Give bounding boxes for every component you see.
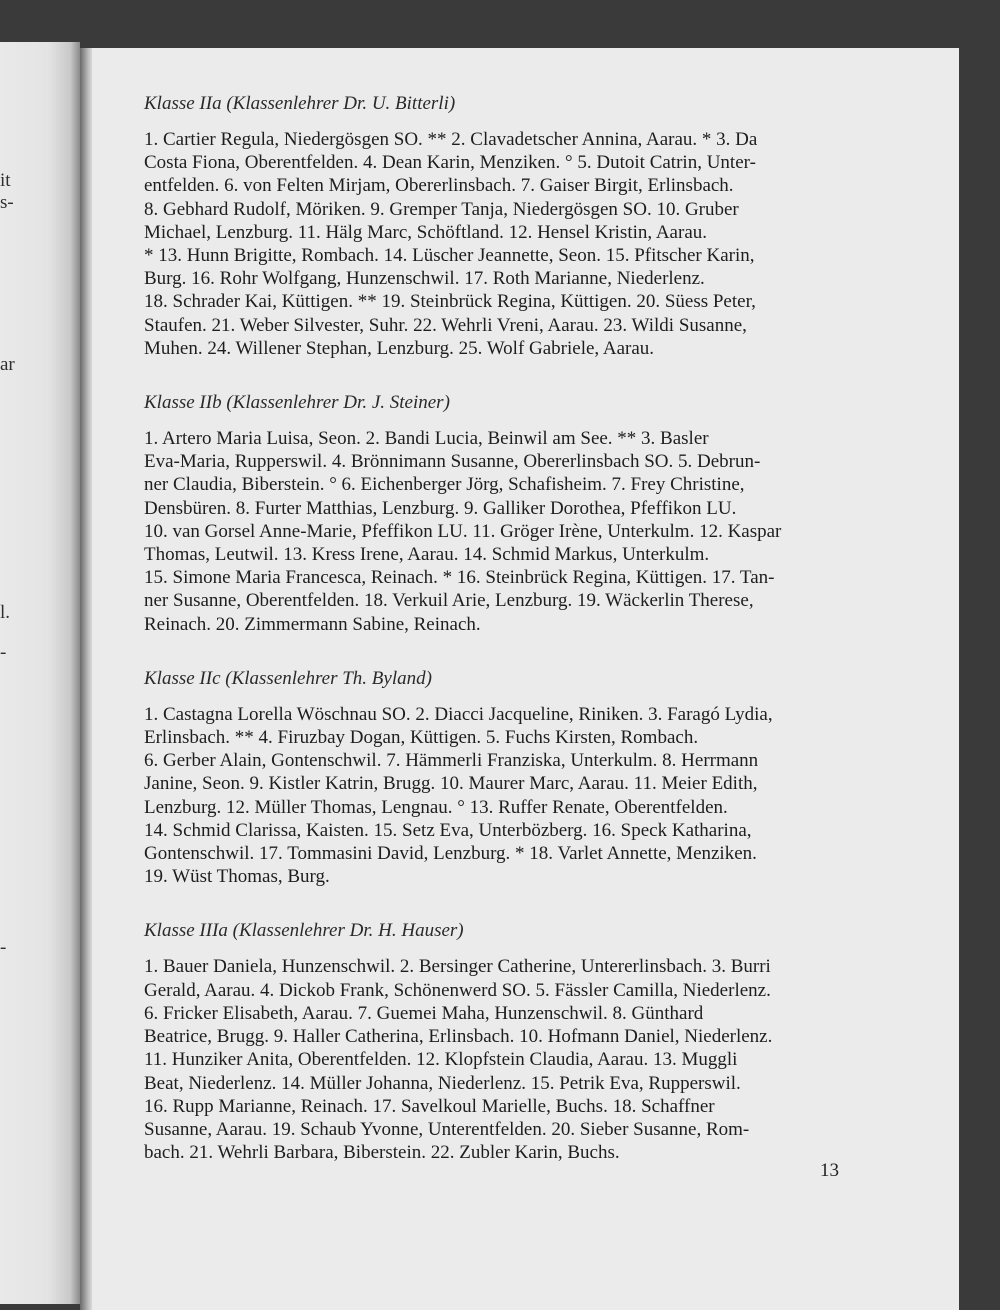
text-line: * 13. Hunn Brigitte, Rombach. 14. Lüscher Jeannette, Seon. 15. Pfitscher Karin,	[144, 245, 755, 267]
page-content	[144, 92, 844, 1195]
text-line: Densbüren. 8. Furter Matthias, Lenzburg. 9. Galliker Dorothea, Pfeffikon LU.	[144, 497, 737, 519]
page-number: 13	[820, 1160, 839, 1181]
text-line: Gontenschwil. 17. Tommasini David, Lenzburg. * 18. Varlet Annette, Menziken.	[144, 843, 757, 865]
class-section-iib	[144, 391, 844, 636]
text-line: Burg. 16. Rohr Wolfgang, Hunzenschwil. 17. Roth Marianne, Niederlenz.	[144, 268, 705, 290]
text-line: 15. Simone Maria Francesca, Reinach. * 16. Steinbrück Regina, Küttigen. 17. Tan-	[144, 567, 775, 589]
text-line: Janine, Seon. 9. Kistler Katrin, Brugg. 10. Maurer Marc, Aarau. 11. Meier Edith,	[144, 773, 758, 795]
text-line: 18. Schrader Kai, Küttigen. ** 19. Steinbrück Regina, Küttigen. 20. Süess Peter,	[144, 291, 756, 313]
student-list	[144, 128, 844, 360]
section-heading: Klasse IIb (Klassenlehrer Dr. J. Steiner)	[144, 392, 450, 414]
section-heading: Klasse IIIa (Klassenlehrer Dr. H. Hauser)	[144, 920, 464, 942]
text-line: 14. Schmid Clarissa, Kaisten. 15. Setz Eva, Unterbözberg. 16. Speck Katharina,	[144, 819, 752, 841]
left-page-fragment: l.	[0, 602, 11, 623]
left-page-fragment: -	[0, 937, 7, 958]
text-line: 1. Castagna Lorella Wöschnau SO. 2. Diacci Jacqueline, Riniken. 3. Faragó Lydia,	[144, 703, 773, 725]
left-page-edge	[0, 42, 80, 1304]
document-page	[92, 48, 959, 1310]
class-section-iia	[144, 92, 844, 360]
text-line: Michael, Lenzburg. 11. Hälg Marc, Schöftland. 12. Hensel Kristin, Aarau.	[144, 221, 707, 243]
text-line: ner Susanne, Oberentfelden. 18. Verkuil Arie, Lenzburg. 19. Wäckerlin Therese,	[144, 590, 754, 612]
text-line: Beat, Niederlenz. 14. Müller Johanna, Niederlenz. 15. Petrik Eva, Rupperswil.	[144, 1072, 741, 1094]
text-line: Erlinsbach. ** 4. Firuzbay Dogan, Küttigen. 5. Fuchs Kirsten, Rombach.	[144, 727, 699, 749]
text-line: 19. Wüst Thomas, Burg.	[144, 866, 330, 888]
text-line: 6. Gerber Alain, Gontenschwil. 7. Hämmerli Franziska, Unterkulm. 8. Herrmann	[144, 750, 759, 772]
left-page-fragment: it	[0, 170, 11, 191]
text-line: Lenzburg. 12. Müller Thomas, Lengnau. ° 13. Ruffer Renate, Oberentfelden.	[144, 796, 728, 818]
section-heading: Klasse IIa (Klassenlehrer Dr. U. Bitterli)	[144, 93, 456, 114]
text-line: Muhen. 24. Willener Stephan, Lenzburg. 25. Wolf Gabriele, Aarau.	[144, 337, 655, 359]
text-line: entfelden. 6. von Felten Mirjam, Obererlinsbach. 7. Gaiser Birgit, Erlinsbach.	[144, 175, 734, 197]
text-line: 6. Fricker Elisabeth, Aarau. 7. Guemei Maha, Hunzenschwil. 8. Günthard	[144, 1002, 704, 1024]
text-line: Reinach. 20. Zimmermann Sabine, Reinach.	[144, 613, 481, 635]
section-heading: Klasse IIc (Klassenlehrer Th. Byland)	[144, 667, 432, 689]
left-page-fragment: ar	[0, 354, 15, 375]
text-line: Beatrice, Brugg. 9. Haller Catherina, Erlinsbach. 10. Hofmann Daniel, Niederlenz.	[144, 1026, 773, 1048]
student-list	[144, 703, 844, 889]
text-line: Gerald, Aarau. 4. Dickob Frank, Schönenwerd SO. 5. Fässler Camilla, Niederlenz.	[144, 979, 771, 1001]
text-line: 11. Hunziker Anita, Oberentfelden. 12. Klopfstein Claudia, Aarau. 13. Muggli	[144, 1049, 738, 1071]
class-section-iiia	[144, 919, 844, 1164]
class-section-iic	[144, 667, 844, 889]
text-line: 8. Gebhard Rudolf, Möriken. 9. Gremper Tanja, Niedergösgen SO. 10. Gruber	[144, 198, 739, 220]
text-line: 1. Cartier Regula, Niedergösgen SO. ** 2. Clavadetscher Annina, Aarau. * 3. Da	[144, 129, 758, 150]
student-list	[144, 955, 844, 1164]
text-line: Thomas, Leutwil. 13. Kress Irene, Aarau. 14. Schmid Markus, Unterkulm.	[144, 544, 710, 566]
text-line: ner Claudia, Biberstein. ° 6. Eichenberger Jörg, Schafisheim. 7. Frey Christine,	[144, 474, 745, 496]
text-line: bach. 21. Wehrli Barbara, Biberstein. 22. Zubler Karin, Buchs.	[144, 1142, 620, 1164]
student-list	[144, 427, 844, 636]
text-line: Eva-Maria, Rupperswil. 4. Brönnimann Susanne, Obererlinsbach SO. 5. Debrun-	[144, 451, 761, 473]
text-line: 1. Bauer Daniela, Hunzenschwil. 2. Bersinger Catherine, Untererlinsbach. 3. Burri	[144, 956, 771, 978]
left-page-fragment: s-	[0, 192, 14, 213]
text-line: 16. Rupp Marianne, Reinach. 17. Savelkoul Marielle, Buchs. 18. Schaffner	[144, 1095, 715, 1117]
left-page-fragment: -	[0, 642, 7, 663]
text-line: 10. van Gorsel Anne-Marie, Pfeffikon LU. 11. Gröger Irène, Unterkulm. 12. Kaspar	[144, 520, 782, 542]
text-line: Staufen. 21. Weber Silvester, Suhr. 22. Wehrli Vreni, Aarau. 23. Wildi Susanne,	[144, 314, 747, 336]
text-line: 1. Artero Maria Luisa, Seon. 2. Bandi Lucia, Beinwil am See. ** 3. Basler	[144, 428, 709, 450]
text-line: Susanne, Aarau. 19. Schaub Yvonne, Unterentfelden. 20. Sieber Susanne, Rom-	[144, 1118, 750, 1140]
text-line: Costa Fiona, Oberentfelden. 4. Dean Karin, Menziken. ° 5. Dutoit Catrin, Unter-	[144, 152, 756, 174]
